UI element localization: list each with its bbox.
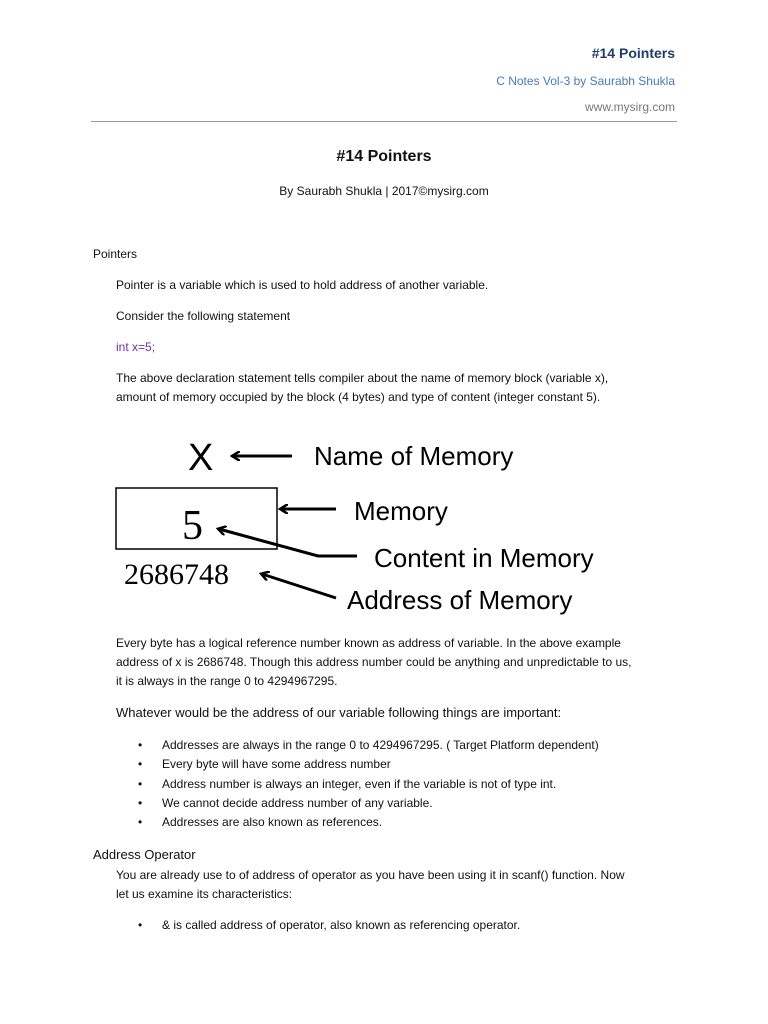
variable-name-x: X xyxy=(188,437,214,479)
label-address-of-memory: Address of Memory xyxy=(347,585,573,615)
consider-statement-text: Consider the following statement xyxy=(116,309,291,323)
list-item-text: Addresses are also known as references. xyxy=(162,815,383,830)
list-item xyxy=(116,775,599,794)
address-paragraph-line-2: address of x is 2686748. Though this address number could be anything and unpredictable to us, xyxy=(116,655,632,669)
list-item-text: & is called address of operator, also known as referencing operator. xyxy=(162,918,521,932)
label-memory: Memory xyxy=(354,496,448,526)
code-snippet: int x=5; xyxy=(116,340,156,354)
label-content-in-memory: Content in Memory xyxy=(374,543,594,573)
list-item-text: Address number is always an integer, even if the variable is not of type int. xyxy=(162,776,557,791)
bullet-icon: • xyxy=(138,757,143,772)
address-paragraph-line-3: it is always in the range 0 to 4294967295. xyxy=(116,674,338,688)
bullet-icon: • xyxy=(138,918,143,932)
byline: By Saurabh Shukla | 2017©mysirg.com xyxy=(279,184,489,198)
list-item-text: We cannot decide address number of any variable. xyxy=(162,795,433,810)
memory-value: 5 xyxy=(182,503,203,549)
memory-address: 2686748 xyxy=(124,558,229,591)
section-heading-pointers: Pointers xyxy=(93,247,138,261)
bullet-icon: • xyxy=(138,815,143,830)
list-item-text: Addresses are always in the range 0 to 4294967295. ( Target Platform dependent) xyxy=(162,738,599,752)
header-subtitle: C Notes Vol-3 by Saurabh Shukla xyxy=(496,74,675,88)
address-operator-paragraph-line-1: You are already use to of address of operator as you have been using it in scanf() function. Now xyxy=(116,868,625,882)
header-title: #14 Pointers xyxy=(591,45,675,61)
list-item-text: Every byte will have some address number xyxy=(162,757,391,772)
address-facts-list xyxy=(116,736,599,832)
arrow-content xyxy=(219,529,357,556)
address-operator-paragraph-line-2: let us examine its characteristics: xyxy=(116,887,293,901)
arrow-address xyxy=(262,574,336,598)
list-item xyxy=(116,794,599,813)
list-item xyxy=(116,916,520,935)
section-heading-address-operator: Address Operator xyxy=(93,847,196,862)
operator-facts-list xyxy=(116,916,520,935)
list-item xyxy=(116,755,599,774)
list-item xyxy=(116,813,599,832)
declaration-paragraph-line-2: amount of memory occupied by the block (4 bytes) and type of content (integer constant 5). xyxy=(116,390,601,404)
important-things-intro: Whatever would be the address of our variable following things are important: xyxy=(116,705,562,720)
declaration-paragraph-line-1: The above declaration statement tells compiler about the name of memory block (variable x), xyxy=(116,371,609,385)
address-paragraph-line-1: Every byte has a logical reference number known as address of variable. In the above example xyxy=(116,636,621,650)
list-item xyxy=(116,736,599,755)
label-name-of-memory: Name of Memory xyxy=(314,441,514,471)
bullet-icon: • xyxy=(138,795,143,810)
bullet-icon: • xyxy=(138,776,143,791)
document-title: #14 Pointers xyxy=(336,148,432,165)
pointer-definition: Pointer is a variable which is used to hold address of another variable. xyxy=(116,278,489,292)
bullet-icon: • xyxy=(138,738,143,752)
header-url[interactable]: www.mysirg.com xyxy=(584,100,675,114)
